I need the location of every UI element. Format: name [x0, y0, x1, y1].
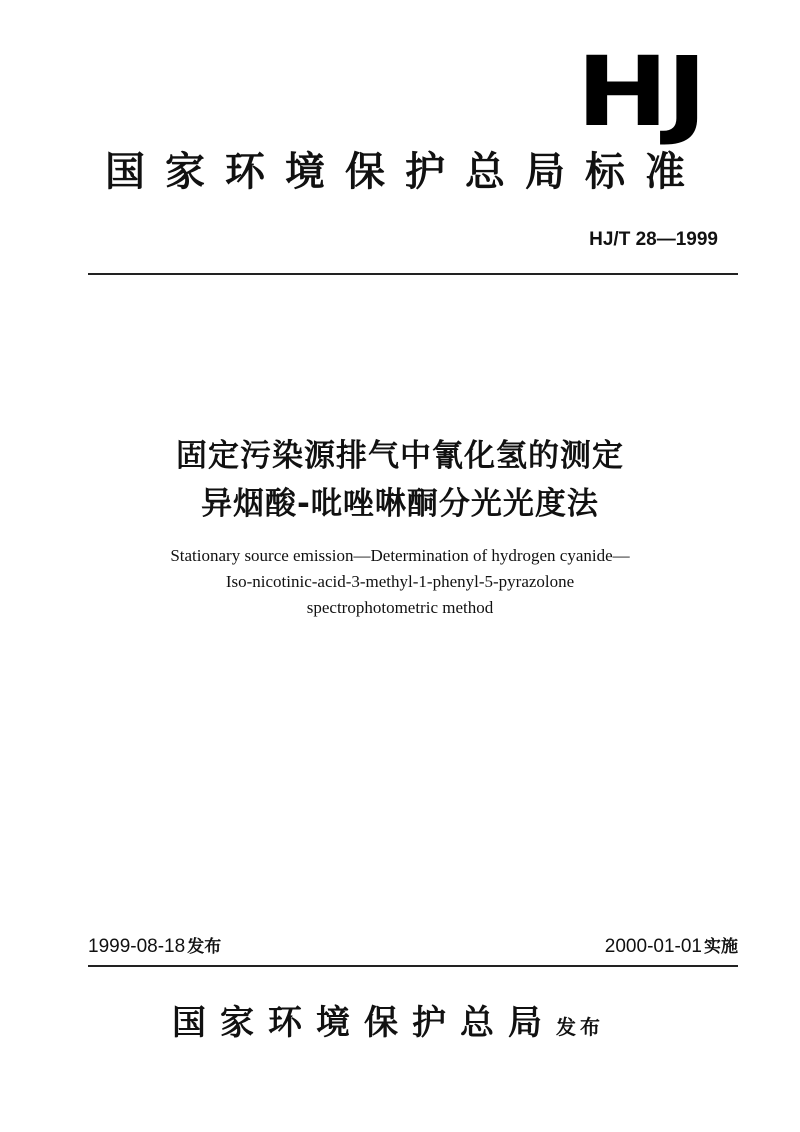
agency-standard-title: 国家环境保护总局标准: [105, 148, 705, 195]
issue-label: 发布: [187, 937, 222, 957]
implementation-label: 实施: [704, 937, 738, 957]
issue-date: 1999-08-18: [88, 936, 186, 957]
english-title-line-1: Stationary source emission—Determination of hydrogen cyanide—: [170, 546, 630, 565]
standard-code: HJ/T 28—1999: [589, 229, 718, 250]
chinese-title-line-2: 异烟酸-吡唑啉酮分光光度法: [201, 486, 599, 522]
hj-logo: HJ: [576, 36, 705, 148]
bottom-divider: [88, 965, 738, 967]
publisher-name: 国家环境保护总局: [172, 1003, 556, 1043]
chinese-title-line-1: 固定污染源排气中氰化氢的测定: [176, 438, 624, 474]
implementation-date-line: [605, 932, 738, 958]
implementation-date: 2000-01-01: [604, 936, 702, 957]
publisher-line: [172, 995, 604, 1044]
issue-date-line: [88, 932, 221, 958]
english-title-line-2: Iso-nicotinic-acid-3-methyl-1-phenyl-5-pyrazolone: [225, 572, 575, 591]
top-divider: [88, 273, 738, 275]
english-title-line-3: spectrophotometric method: [306, 598, 494, 617]
publisher-suffix: 发布: [556, 1015, 604, 1039]
